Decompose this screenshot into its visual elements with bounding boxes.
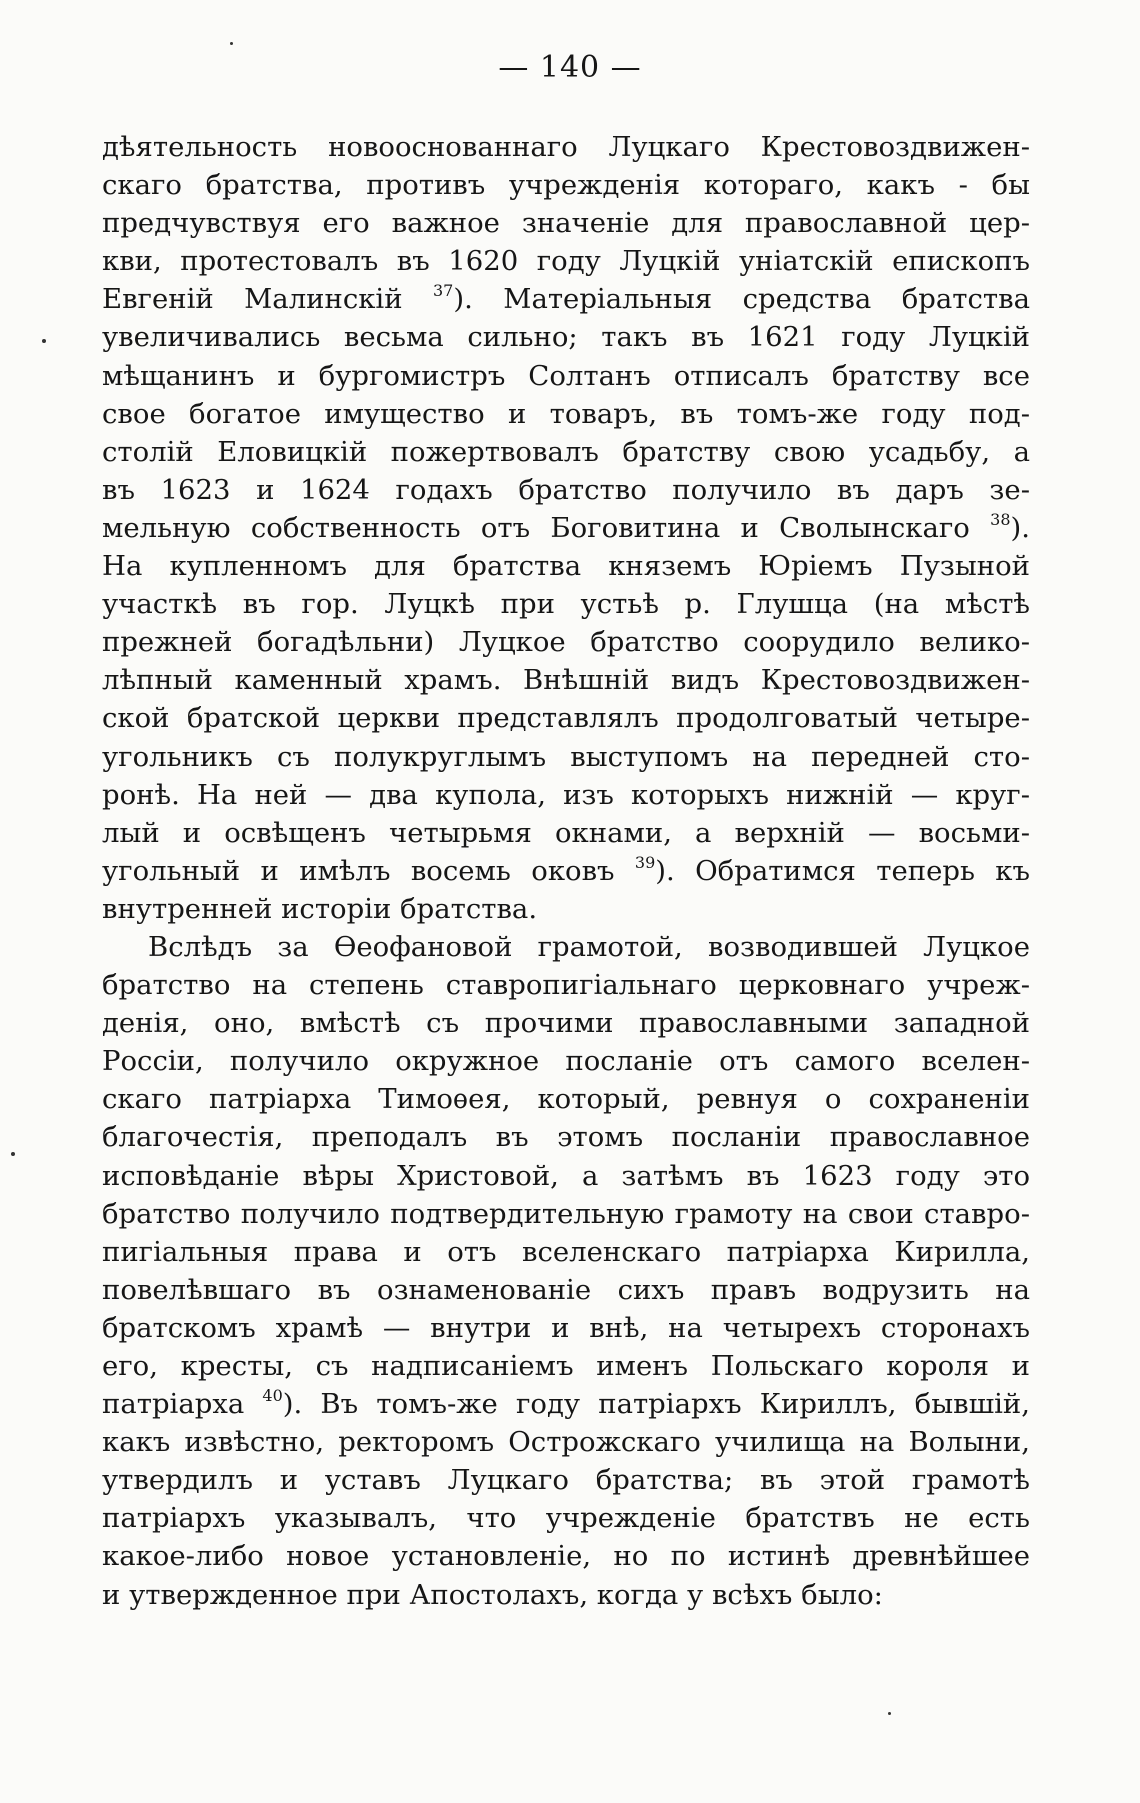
- text-line: [102, 1576, 1030, 1614]
- text-line: [102, 1347, 1030, 1385]
- text-line: [102, 204, 1030, 242]
- text-line: [102, 318, 1030, 356]
- footnote-ref: 37: [433, 281, 454, 301]
- line-text: угольникъ съ полукруглымъ выступомъ на передней сто-: [102, 740, 1030, 773]
- line-text: благочестія, преподалъ въ этомъ посланіи православное: [102, 1121, 1030, 1154]
- body-text: [102, 128, 1030, 1614]
- scan-speck: [42, 339, 46, 343]
- line-text: дѣятельность новооснованнаго Луцкаго Крестовоздвижен-: [102, 131, 1030, 163]
- line-text-continued: ). Обратимся теперь къ: [655, 854, 1030, 887]
- line-text: угольный и имѣлъ восемь оковъ: [102, 854, 635, 887]
- scan-speck: [11, 1152, 15, 1156]
- line-text: Вслѣдъ за Ѳеофановой грамотой, возводившей Луцкое: [148, 930, 1030, 963]
- text-line: [102, 357, 1030, 395]
- line-text: исповѣданіе вѣры Христовой, а затѣмъ въ 1623 году это: [102, 1159, 1030, 1192]
- line-text: утвердилъ и уставъ Луцкаго братства; въ этой грамотѣ: [102, 1464, 1030, 1497]
- line-text: какъ извѣстно, ректоромъ Острожскаго училища на Волыни,: [102, 1426, 1030, 1459]
- text-line: [102, 585, 1030, 623]
- line-text: ронѣ. На ней — два купола, изъ которыхъ нижній — круг-: [102, 778, 1030, 811]
- line-text: братскомъ храмѣ — внутри и внѣ, на четырехъ сторонахъ: [102, 1311, 1030, 1344]
- line-text: Евгеній Малинскій: [102, 283, 433, 316]
- text-line: [102, 1118, 1030, 1156]
- line-text: братство получило подтвердительную грамоту на свои ставро-: [102, 1197, 1030, 1230]
- line-text: денія, оно, вмѣстѣ съ прочими православными западной: [102, 1007, 1030, 1040]
- line-text: патріархъ указывалъ, что учрежденіе братствъ не есть: [102, 1502, 1030, 1535]
- line-text: мѣщанинъ и бургомистръ Солтанъ отписалъ братству все: [102, 359, 1030, 392]
- line-text: свое богатое имущество и товаръ, въ томъ-же году под-: [102, 397, 1030, 430]
- text-line: [102, 509, 1030, 547]
- line-text: На купленномъ для братства княземъ Юріемъ Пузыной: [102, 550, 1030, 583]
- line-text: его, кресты, съ надписаніемъ именъ Польскаго короля и: [102, 1350, 1030, 1382]
- line-text: какое-либо новое установленіе, но по истинѣ древнѣйшее: [102, 1540, 1030, 1573]
- text-line: [102, 852, 1030, 890]
- scan-speck: [230, 42, 233, 45]
- line-text: въ 1623 и 1624 годахъ братство получило въ даръ зе-: [102, 473, 1030, 506]
- line-text-continued: ). Матеріальныя средства братства: [453, 283, 1030, 316]
- line-text: увеличивались весьма сильно; такъ въ 1621 году Луцкій: [102, 321, 1030, 354]
- text-line: [102, 1423, 1030, 1461]
- text-line: [102, 699, 1030, 737]
- footnote-ref: 39: [634, 852, 656, 872]
- text-line: [102, 242, 1030, 280]
- line-text: повелѣвшаго въ ознаменованіе сихъ правъ водрузить на: [102, 1273, 1030, 1306]
- text-line: [102, 776, 1030, 814]
- text-line: [102, 1385, 1030, 1423]
- text-line: [102, 471, 1030, 509]
- footnote-ref: 38: [990, 509, 1011, 529]
- text-line: [102, 395, 1030, 433]
- text-line: [102, 166, 1030, 204]
- text-line: [102, 1233, 1030, 1271]
- text-line: [102, 1004, 1030, 1042]
- line-text: пигіальныя права и отъ вселенскаго патріарха Кирилла,: [102, 1235, 1030, 1268]
- line-text-continued: ).: [1010, 511, 1030, 544]
- line-text: ской братской церкви представлялъ продолговатый четыре-: [102, 702, 1030, 735]
- text-line: [102, 1080, 1030, 1118]
- text-line: [102, 1499, 1030, 1537]
- text-line: [102, 890, 1030, 928]
- line-text: кви, протестовалъ въ 1620 году Луцкій уніатскій епископъ: [102, 245, 1030, 278]
- line-text: участкѣ въ гор. Луцкѣ при устьѣ р. Глушца (на мѣстѣ: [102, 588, 1030, 621]
- text-line: [102, 814, 1030, 852]
- text-line: [102, 738, 1030, 776]
- scan-speck: [888, 1712, 891, 1715]
- line-text: столій Еловицкій пожертвовалъ братству свою усадьбу, а: [102, 435, 1030, 468]
- line-text: лый и освѣщенъ четырьмя окнами, а верхній — восьми-: [102, 816, 1030, 849]
- text-line: [102, 1461, 1030, 1499]
- text-line: [102, 547, 1030, 585]
- line-text: скаго патріарха Тимоѳея, который, ревнуя о сохраненіи: [102, 1083, 1030, 1116]
- line-text: лѣпный каменный храмъ. Внѣшній видъ Крестовоздвижен-: [102, 664, 1030, 697]
- line-text-continued: ). Въ томъ-же году патріархъ Кириллъ, бывшій,: [282, 1388, 1030, 1421]
- text-line: [102, 966, 1030, 1004]
- text-line: [102, 280, 1030, 318]
- text-line: [102, 1195, 1030, 1233]
- text-line: [102, 1271, 1030, 1309]
- footnote-ref: 40: [262, 1386, 283, 1406]
- text-line: [102, 1309, 1030, 1347]
- line-text: мельную собственность отъ Боговитина и Сволынскаго: [102, 511, 991, 544]
- text-line: [102, 1157, 1030, 1195]
- line-text: братство на степень ставропигіальнаго церковнаго учреж-: [102, 969, 1030, 1002]
- page-number: — 140 —: [498, 50, 642, 85]
- line-text: прежней богадѣльни) Луцкое братство соорудило велико-: [102, 626, 1030, 659]
- line-text: внутренней исторіи братства.: [102, 892, 538, 925]
- text-line: [102, 928, 1030, 966]
- text-line: [102, 661, 1030, 699]
- text-line: [102, 128, 1030, 166]
- text-line: [102, 623, 1030, 661]
- text-line: [102, 1042, 1030, 1080]
- line-text: скаго братства, противъ учрежденія котораго, какъ - бы: [102, 169, 1030, 202]
- line-text: и утвержденное при Апостолахъ, когда у всѣхъ было:: [102, 1578, 883, 1611]
- line-text: предчувствуя его важное значеніе для православной цер-: [102, 207, 1030, 240]
- text-line: [102, 1537, 1030, 1575]
- line-text: патріарха: [102, 1388, 263, 1421]
- text-line: [102, 433, 1030, 471]
- line-text: Россіи, получило окружное посланіе отъ самого вселен-: [102, 1045, 1030, 1078]
